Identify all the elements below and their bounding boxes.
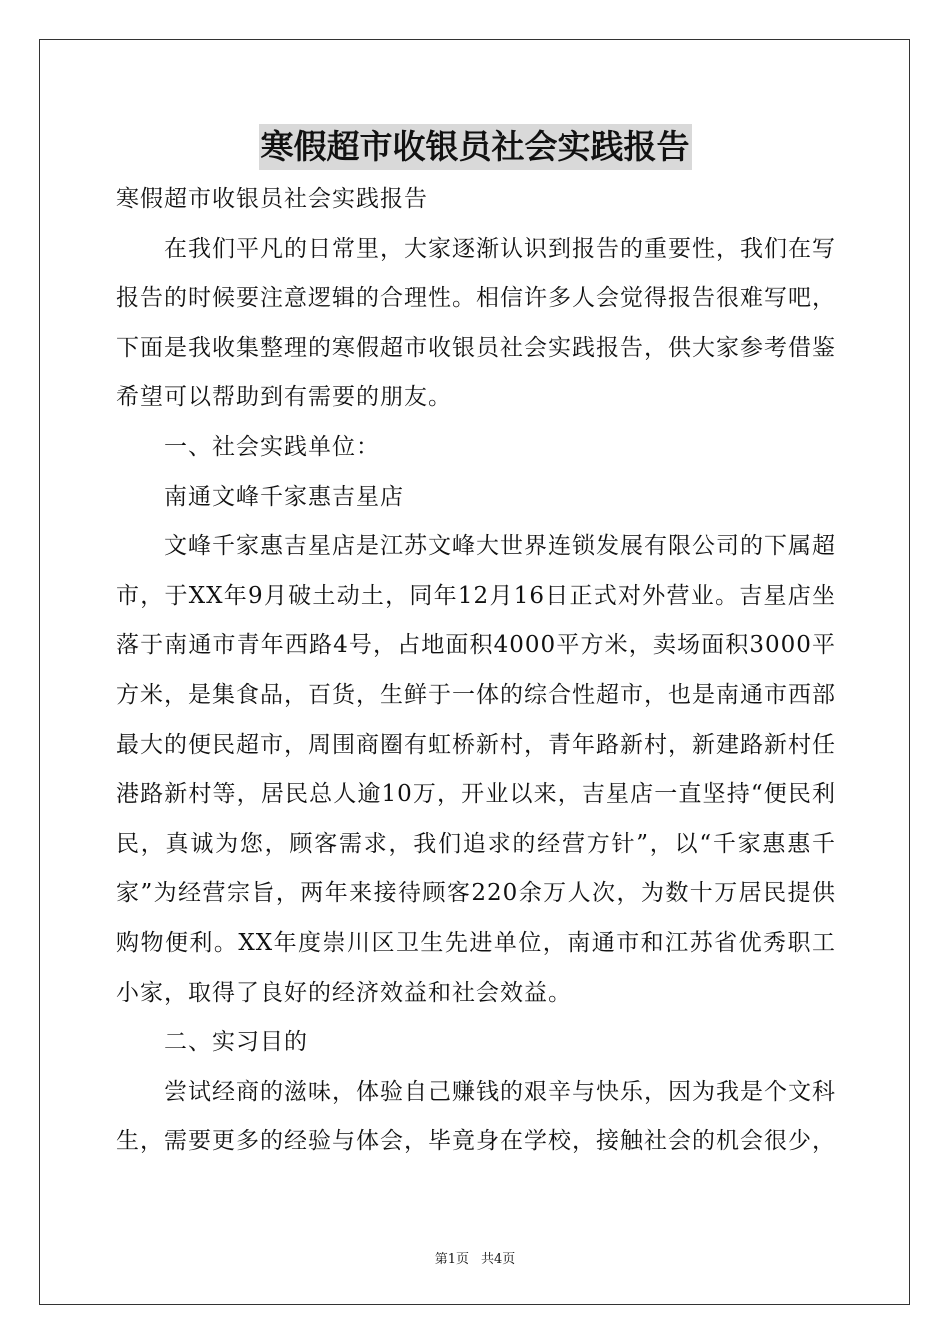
- subtitle-paragraph: 寒假超市收银员社会实践报告: [116, 186, 428, 212]
- purpose-paragraph: 尝试经商的滋味，体验自己赚钱的艰辛与快乐，因为我是个文科生，需要更多的经验与体会，毕竟身在学校，接触社会的机会很少，: [116, 1078, 836, 1155]
- page-number: 第1页: [434, 1252, 469, 1267]
- section-heading-1: 一、社会实践单位：: [164, 433, 380, 460]
- page-total: 共4页: [481, 1252, 516, 1267]
- document-title: 寒假超市收银员社会实践报告: [259, 124, 692, 170]
- intro-paragraph: 在我们平凡的日常里，大家逐渐认识到报告的重要性，我们在写报告的时候要注意逻辑的合理性。相信许多人会觉得报告很难写吧，下面是我收集整理的寒假超市收银员社会实践报告，供大家参考借鉴希望可以帮助到有需要的朋友。: [116, 235, 836, 411]
- title-container: [0, 124, 950, 170]
- unit-name-paragraph: 南通文峰千家惠吉星店: [164, 483, 404, 510]
- document-body: [116, 175, 836, 1167]
- unit-description-paragraph: 文峰千家惠吉星店是江苏文峰大世界连锁发展有限公司的下属超市，于XX年9月破土动土，同年12月16日正式对外营业。吉星店坐落于南通市青年西路4号，占地面积4000平方米，卖场面积3000平方米，是集食品，百货，生鲜于一体的综合性超市，也是南通市西部最大的便民超市，周围商圈有虹桥新村，青年路新村，新建路新村任港路新村等，居民总人逾10万，开业以来，吉星店一直坚持“便民利民，真诚为您，顾客需求，我们追求的经营方针”，以“千家惠惠千家”为经营宗旨，两年来接待顾客220余万人次，为数十万居民提供购物便利。XX年度崇川区卫生先进单位，南通市和江苏省优秀职工小家，取得了良好的经济效益和社会效益。: [116, 533, 836, 1006]
- page-footer: [0, 1248, 950, 1267]
- section-heading-2: 二、实习目的: [164, 1029, 308, 1056]
